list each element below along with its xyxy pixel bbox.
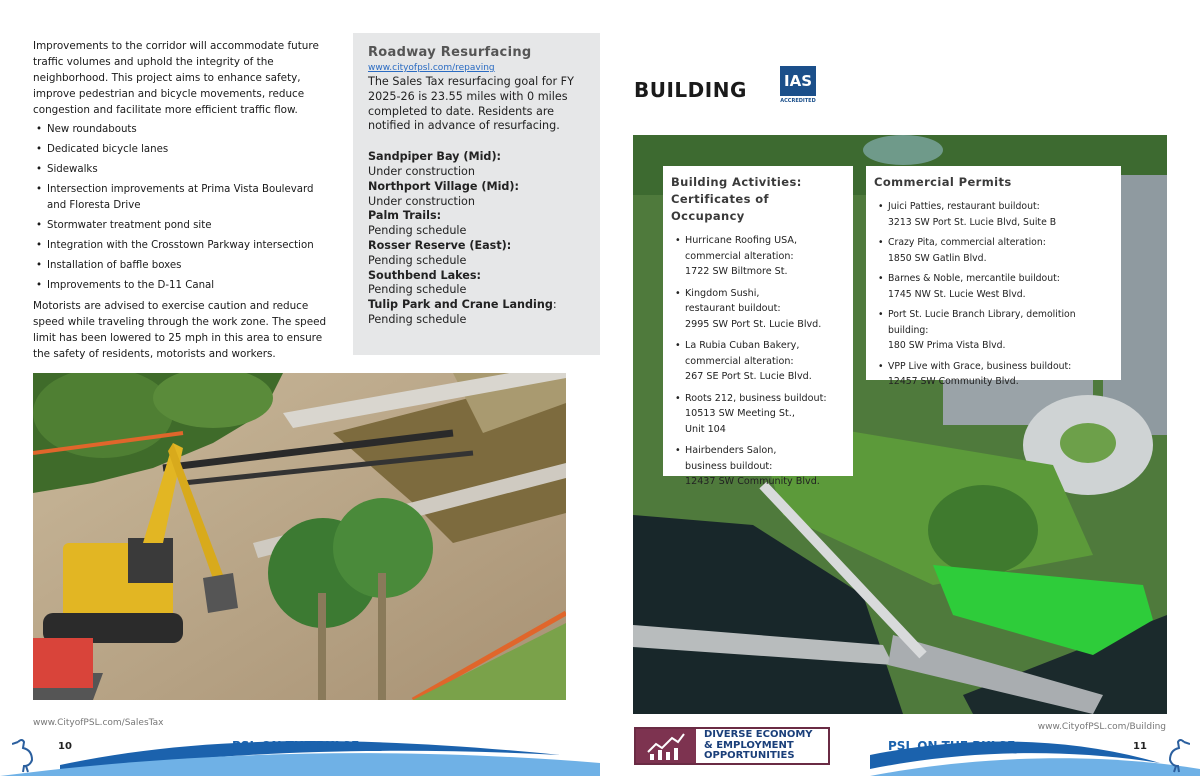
- project-name-label: Rosser Reserve (East):: [368, 238, 512, 252]
- intro-paragraph: Improvements to the corridor will accommodate future traffic volumes and uphold the integrity of the neighborhood. This project aims to enhance safety, improve pedestrian and bicycle movements, reduce congestion and facilitate more efficient traffic flow.: [33, 40, 319, 116]
- heron-logo-right-icon: [1162, 738, 1190, 774]
- improvement-item: • Stormwater treatment pond site: [33, 218, 333, 234]
- brand-logo-left: PSL ON THE PULSE: [232, 739, 360, 753]
- project-name-label: Southbend Lakes:: [368, 268, 482, 282]
- improvement-item: • Intersection improvements at Prima Vista Boulevard and Floresta Drive: [33, 182, 333, 214]
- commercial-permits-card: [866, 166, 1121, 387]
- permit-item-line: • Crazy Pita, commercial alteration:: [888, 237, 1046, 248]
- improvement-item: • Sidewalks: [33, 162, 333, 178]
- activities-list: [671, 233, 845, 490]
- improvement-item: • Integration with the Crosstown Parkway intersection: [33, 238, 333, 254]
- improvement-item: • New roundabouts: [33, 122, 333, 138]
- permit-item: [874, 199, 1113, 230]
- improvement-item: • Improvements to the D-11 Canal: [33, 278, 333, 294]
- activity-item-line: • Hurricane Roofing USA,: [685, 235, 798, 246]
- project-name-label: Palm Trails:: [368, 209, 442, 223]
- roadway-resurfacing-box: [353, 33, 600, 355]
- permit-item: [874, 307, 1113, 354]
- activity-item-line: Unit 104: [685, 423, 726, 435]
- permits-list: [874, 199, 1113, 390]
- footer-url-building[interactable]: www.CityofPSL.com/Building: [1037, 722, 1166, 732]
- diverse-line2: & EMPLOYMENT: [704, 739, 794, 751]
- diverse-line3: OPPORTUNITIES: [704, 750, 795, 762]
- closing-paragraph: Motorists are advised to exercise caution and reduce speed while traveling through the work zone. The speed limit has been lowered to 25 mph in this area to ensure the safety of residents, motorists and workers.: [33, 300, 327, 360]
- ias-logo-mark: IAS: [780, 66, 816, 96]
- improvement-item: • Installation of baffle boxes: [33, 258, 333, 274]
- project-status: Pending schedule: [368, 312, 467, 326]
- permit-item-line: 12457 SW Community Blvd.: [888, 376, 1019, 387]
- improvements-list: [33, 122, 333, 294]
- activity-item-line: business buildout:: [685, 460, 773, 472]
- project-name: [368, 150, 585, 165]
- resurfacing-link[interactable]: www.cityofpsl.com/repaving: [368, 63, 495, 73]
- permit-item: [874, 235, 1113, 266]
- ias-logo-sub: ACCREDITED: [780, 98, 816, 104]
- activity-item-line: • Roots 212, business buildout:: [685, 392, 827, 404]
- permit-item: [874, 271, 1113, 302]
- activity-item-line: restaurant buildout:: [685, 303, 781, 314]
- activity-item-line: 267 SE Port St. Lucie Blvd.: [685, 371, 812, 382]
- permit-item-line: • VPP Live with Grace, business buildout:: [888, 360, 1072, 372]
- certificates-of-occupancy-card: [663, 166, 853, 487]
- project-status: Under construction: [368, 194, 475, 208]
- activity-item-line: • Kingdom Sushi,: [685, 287, 760, 299]
- improvement-item: • Dedicated bicycle lanes: [33, 142, 333, 158]
- activity-item-line: commercial alteration:: [685, 250, 794, 262]
- resurfacing-title: Roadway Resurfacing: [368, 45, 532, 60]
- activities-title-line2: Certificates of Occupancy: [671, 192, 769, 223]
- activity-item-line: 1722 SW Biltmore St.: [685, 266, 788, 277]
- diverse-line1: DIVERSE ECONOMY: [704, 729, 813, 741]
- permits-title: Commercial Permits: [874, 175, 1012, 189]
- project-name-label: Northport Village (Mid):: [368, 179, 520, 193]
- permit-item-line: 1850 SW Gatlin Blvd.: [888, 252, 987, 264]
- activity-item-line: • Hairbenders Salon,: [685, 445, 777, 456]
- project-status: Pending schedule: [368, 224, 467, 238]
- project-status: Pending schedule: [368, 253, 467, 267]
- project-name: [368, 180, 585, 195]
- building-heading: BUILDING: [634, 78, 747, 102]
- activity-item-line: commercial alteration:: [685, 355, 794, 367]
- project-name: [368, 209, 585, 224]
- project-name: [368, 239, 585, 254]
- activity-item: [671, 391, 845, 438]
- growth-chart-icon: [636, 729, 696, 763]
- permit-item-line: • Port St. Lucie Branch Library, demolition building:: [888, 309, 1076, 336]
- heron-logo-icon: [12, 738, 40, 774]
- diverse-economy-badge: [634, 727, 830, 765]
- project-name-label: Tulip Park and Crane Landing: [368, 298, 553, 312]
- intro-section: [33, 38, 333, 362]
- page-number-left: 10: [58, 741, 72, 752]
- diverse-economy-text: [696, 730, 828, 762]
- activity-item-line: 2995 SW Port St. Lucie Blvd.: [685, 318, 822, 330]
- permit-item-line: 1745 NW St. Lucie West Blvd.: [888, 288, 1026, 300]
- resurfacing-project-list: [368, 150, 585, 328]
- permit-item-line: 180 SW Prima Vista Blvd.: [888, 340, 1006, 351]
- project-status: Pending schedule: [368, 283, 467, 297]
- resurfacing-body: The Sales Tax resurfacing goal for FY 2025-26 is 23.55 miles with 0 miles completed to date. Residents are notified in advance of resurfacing.: [368, 75, 574, 133]
- activity-item-line: 12437 SW Community Blvd.: [685, 476, 820, 487]
- permit-item-line: • Barnes & Noble, mercantile buildout:: [888, 273, 1060, 284]
- brand-logo-right: PSL ON THE PULSE: [888, 739, 1016, 753]
- activity-item-line: 10513 SW Meeting St.,: [685, 408, 795, 419]
- project-name: [368, 298, 585, 313]
- construction-site-photo: [33, 373, 566, 700]
- activity-item-line: • La Rubia Cuban Bakery,: [685, 340, 800, 351]
- activity-item: [671, 338, 845, 385]
- permit-item: [874, 359, 1113, 390]
- project-name: [368, 269, 585, 284]
- activity-item: [671, 443, 845, 490]
- ias-accredited-logo: [780, 66, 816, 114]
- footer-url-salestax[interactable]: www.CityofPSL.com/SalesTax: [33, 718, 164, 728]
- project-name-label: Sandpiper Bay (Mid):: [368, 150, 502, 164]
- project-status: Under construction: [368, 164, 475, 178]
- project-name-suffix: :: [552, 298, 557, 312]
- page-number-right: 11: [1133, 741, 1147, 752]
- permit-item-line: • Juici Patties, restaurant buildout:: [888, 201, 1040, 212]
- activities-title-line1: Building Activities:: [671, 175, 802, 189]
- activity-item: [671, 286, 845, 333]
- permit-item-line: 3213 SW Port St. Lucie Blvd, Suite B: [888, 216, 1057, 228]
- activity-item: [671, 233, 845, 280]
